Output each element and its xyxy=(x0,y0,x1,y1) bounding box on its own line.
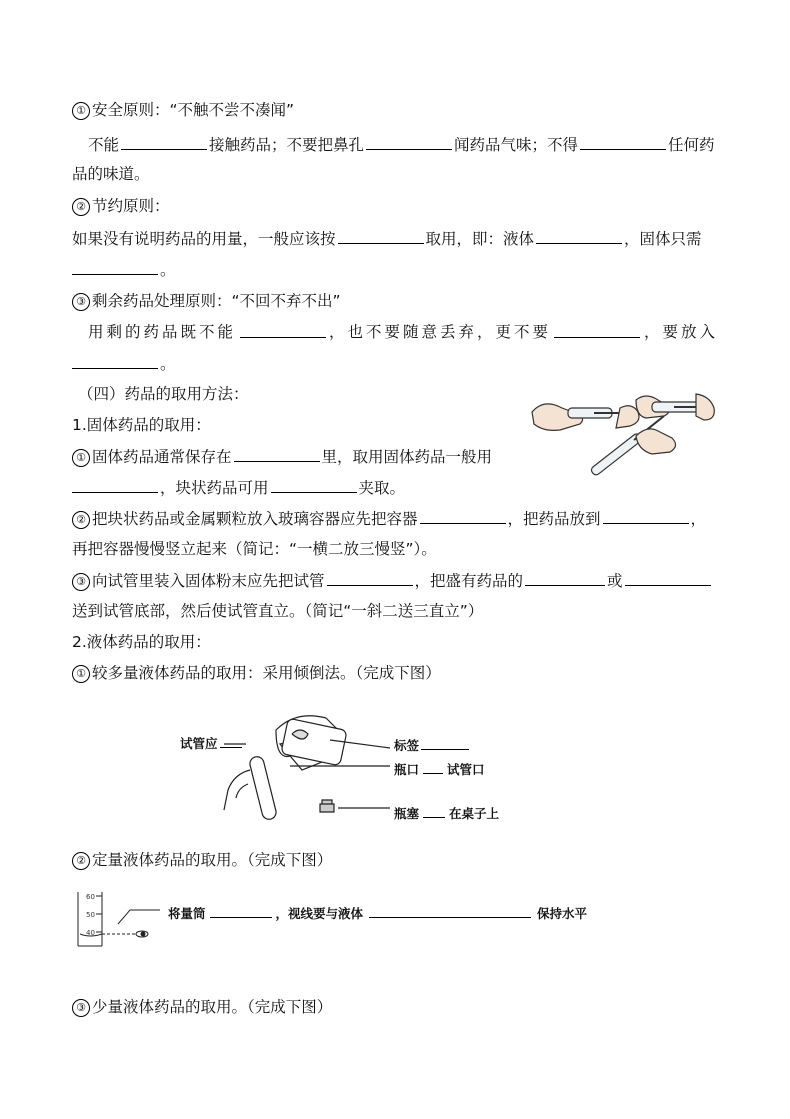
circle-number-3: ③ xyxy=(72,573,90,591)
circle-number-2: ② xyxy=(72,852,90,870)
leftover-line-1: 用剩的药品既不能 ，也不要随意丢弃，更不要 ，要放入 xyxy=(88,323,718,341)
blank[interactable] xyxy=(72,259,158,275)
solid-line-b2: 再把容器慢慢竖立起来（简记：“一横二放三慢竖”）。 xyxy=(72,540,437,558)
tube-label: 试管应 xyxy=(180,736,218,751)
solid-drug-illustration xyxy=(524,388,720,486)
blank[interactable] xyxy=(210,905,272,918)
table-label: 在桌子上 xyxy=(449,806,500,821)
blank[interactable] xyxy=(121,134,207,150)
sight-label: ，视线要与液体 xyxy=(275,906,364,921)
blank[interactable] xyxy=(327,570,413,586)
blank[interactable] xyxy=(625,570,711,586)
blank[interactable] xyxy=(580,134,666,150)
blank[interactable] xyxy=(421,737,469,750)
blank[interactable] xyxy=(240,322,326,338)
liquid-line-f1: ③ 少量液体药品的取用。（完成下图） xyxy=(72,997,332,1017)
bottle-mouth-label: 瓶口 xyxy=(394,762,420,777)
circle-number-1: ① xyxy=(72,102,90,120)
leftover-line-2: 。 xyxy=(72,353,176,374)
blank[interactable] xyxy=(72,477,158,493)
liquid-line-d1: ① 较多量液体药品的取用：采用倾倒法。（完成下图） xyxy=(72,663,441,683)
leftover-principle-title: ③ 剩余药品处理原则：“不回不弃不出” xyxy=(72,291,341,311)
safety-principle-title: ① 安全原则：“不触不尝不凑闻” xyxy=(72,100,294,120)
blank[interactable] xyxy=(536,228,622,244)
tube-mouth-label: 试管口 xyxy=(447,762,485,777)
blank[interactable] xyxy=(366,134,452,150)
blank[interactable] xyxy=(338,228,424,244)
circle-number-1: ① xyxy=(72,449,90,467)
cylinder-drawing xyxy=(76,890,166,950)
tick-label-40: 40 xyxy=(86,929,95,937)
liquid-line-e1: ② 定量液体药品的取用。（完成下图） xyxy=(72,850,332,870)
cylinder-figure xyxy=(76,890,636,950)
blank[interactable] xyxy=(369,905,531,918)
circle-number-2: ② xyxy=(72,198,90,216)
tick-label-50: 50 xyxy=(86,911,95,919)
safety-line-1: 不能 接触药品；不要把鼻孔 闻药品气味；不得 任何药 xyxy=(88,136,715,154)
circle-number-3: ③ xyxy=(72,293,90,311)
solid-line-a2: ，块状药品可用 夹取。 xyxy=(72,477,405,498)
keep-level-label: 保持水平 xyxy=(537,906,588,921)
bottle-label-label: 标签 xyxy=(394,738,420,753)
economy-principle-title: ② 节约原则： xyxy=(72,196,170,216)
economy-line-1: 如果没有说明药品的用量，一般应该按 取用，即：液体 ，固体只需 xyxy=(72,230,702,248)
circle-number-2: ② xyxy=(72,511,90,529)
solid-line-b1: ② 把块状药品或金属颗粒放入玻璃容器应先把容器 ，把药品放到 ， xyxy=(72,508,706,529)
safety-line-2: 品的味道。 xyxy=(72,165,150,183)
section-heading-4: （四）药品的取用方法： xyxy=(78,385,249,403)
blank[interactable] xyxy=(72,353,158,369)
solid-line-c2: 送到试管底部，然后使试管直立。（简记“一斜二送三直立”） xyxy=(72,602,484,620)
put-cylinder-label: 将量筒 xyxy=(168,906,206,921)
blank[interactable] xyxy=(554,322,640,338)
pouring-figure xyxy=(180,700,510,830)
economy-line-2: 。 xyxy=(72,259,176,280)
blank[interactable] xyxy=(525,570,605,586)
tick-label-60: 60 xyxy=(86,893,95,901)
solid-subheading: 1.固体药品的取用： xyxy=(72,416,211,434)
circle-number-1: ① xyxy=(72,665,90,683)
stopper-label: 瓶塞 xyxy=(394,806,420,821)
blank[interactable] xyxy=(423,805,445,818)
blank[interactable] xyxy=(271,477,357,493)
circle-number-3: ③ xyxy=(72,999,90,1017)
blank[interactable] xyxy=(420,508,506,524)
solid-line-a1: ① 固体药品通常保存在 里，取用固体药品一般用 xyxy=(72,446,492,467)
blank[interactable] xyxy=(234,446,320,462)
blank[interactable] xyxy=(423,761,443,774)
solid-line-c1: ③ 向试管里装入固体粉末应先把试管 ，把盛有药品的 或 xyxy=(72,570,713,591)
blank[interactable] xyxy=(603,508,689,524)
blank[interactable] xyxy=(220,735,242,748)
liquid-subheading: 2.液体药品的取用： xyxy=(72,633,211,651)
